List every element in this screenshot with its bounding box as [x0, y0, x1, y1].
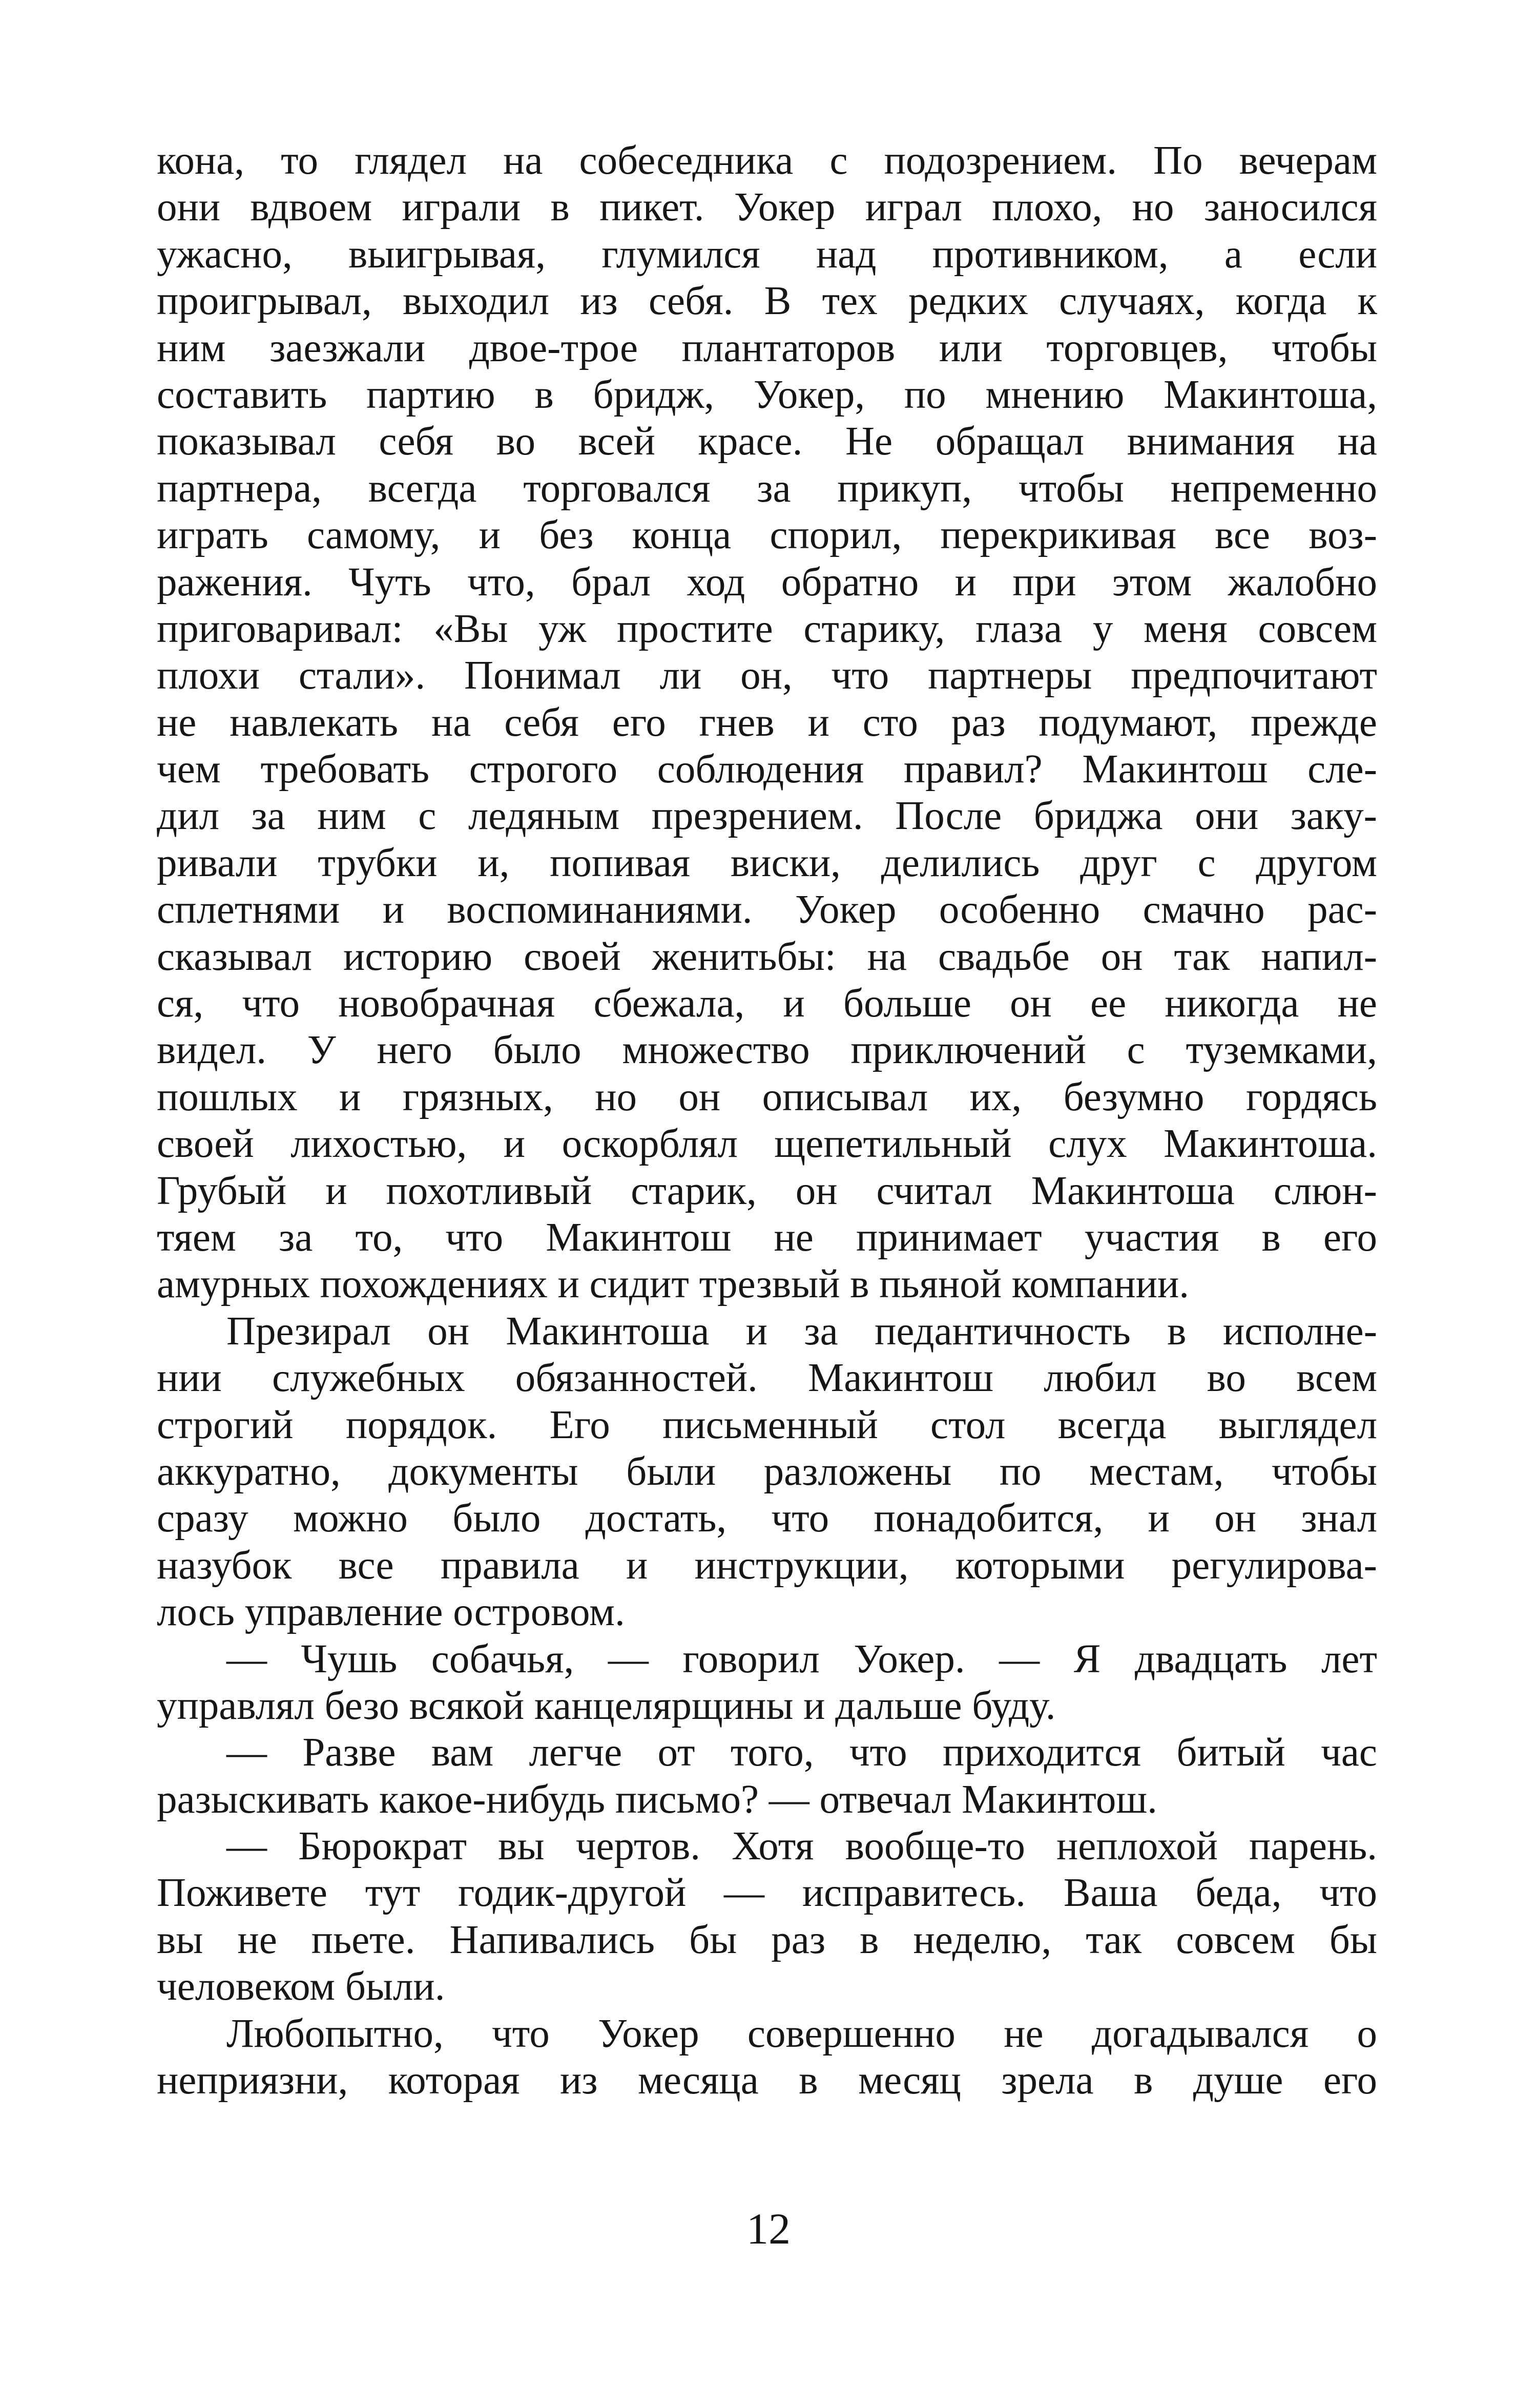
text-line: они вдвоем играли в пикет. Уокер играл плохо, но заносился — [157, 185, 1377, 230]
text-line: составить партию в бридж, Уокер, по мнению Макинтоша, — [157, 372, 1377, 417]
text-line: разыскивать какое-нибудь письмо? — отвечал Макинтош. — [157, 1777, 1157, 1822]
text-line: Презирал он Макинтоша и за педантичность в исполне- — [226, 1309, 1377, 1354]
text-line: — Чушь собачья, — говорил Уокер. — Я двадцать лет — [226, 1636, 1377, 1682]
text-line: чем требовать строгого соблюдения правил? Макинтош сле- — [157, 747, 1377, 792]
text-line: кона, то глядел на собеседника с подозрением. По вечерам — [157, 138, 1377, 183]
paragraph — [157, 1823, 1377, 2010]
text-line: ним заезжали двое-трое плантаторов или торговцев, чтобы — [157, 325, 1377, 370]
text-line: видел. У него было множество приключений с туземками, — [157, 1028, 1377, 1073]
text-line: вы не пьете. Напивались бы раз в неделю, так совсем бы — [157, 1917, 1377, 1962]
text-line: управлял безо всякой канцелярщины и дальше буду. — [157, 1683, 1056, 1728]
text-line: дил за ним с ледяным презрением. После бриджа они заку- — [157, 794, 1377, 839]
text-line: неприязни, которая из месяца в месяц зрела в душе его — [157, 2058, 1377, 2103]
text-line: ражения. Чуть что, брал ход обратно и при этом жалобно — [157, 559, 1377, 605]
text-line: сразу можно было достать, что понадобится, и он знал — [157, 1496, 1377, 1541]
page-number: 12 — [746, 2204, 791, 2253]
paragraph — [157, 1308, 1377, 1636]
text-line: — Разве вам легче от того, что приходится битый час — [226, 1730, 1377, 1775]
paragraph — [157, 1636, 1377, 1730]
text-line: ривали трубки и, попивая виски, делились друг с другом — [157, 840, 1377, 885]
text-line: проигрывал, выходил из себя. В тех редких случаях, когда к — [157, 279, 1377, 324]
text-line: аккуратно, документы были разложены по местам, чтобы — [157, 1449, 1377, 1494]
paragraph — [157, 2010, 1377, 2104]
text-line: не навлекать на себя его гнев и сто раз подумают, прежде — [157, 700, 1377, 745]
text-line: играть самому, и без конца спорил, перекрикивая все воз- — [157, 513, 1377, 558]
text-line: назубок все правила и инструкции, которыми регулирова- — [157, 1543, 1377, 1588]
text-line: нии служебных обязанностей. Макинтош любил во всем — [157, 1356, 1377, 1401]
text-line: ужасно, выигрывая, глумился над противником, а если — [157, 232, 1377, 277]
text-line: приговаривал: «Вы уж простите старику, глаза у меня совсем — [157, 606, 1377, 651]
text-line: — Бюрократ вы чертов. Хотя вообще-то неплохой парень. — [226, 1824, 1377, 1869]
text-line: своей лихостью, и оскорблял щепетильный слух Макинтоша. — [157, 1122, 1377, 1167]
text-line: партнера, всегда торговался за прикуп, чтобы непременно — [157, 466, 1377, 511]
text-line: Любопытно, что Уокер совершенно не догадывался о — [226, 2011, 1377, 2056]
text-line: сказывал историю своей женитьбы: на свадьбе он так напил- — [157, 934, 1377, 979]
text-line: плохи стали». Понимал ли он, что партнеры предпочитают — [157, 653, 1377, 698]
text-line: Поживете тут годик-другой — исправитесь. Ваша беда, что — [157, 1871, 1377, 1916]
text-line: пошлых и грязных, но он описывал их, безумно гордясь — [157, 1074, 1377, 1119]
text-line: сплетнями и воспоминаниями. Уокер особенно смачно рас- — [157, 887, 1377, 932]
text-line: строгий порядок. Его письменный стол всегда выглядел — [157, 1402, 1377, 1447]
text-line: тяем за то, что Макинтош не принимает участия в его — [157, 1215, 1377, 1260]
text-line: показывал себя во всей красе. Не обращал внимания на — [157, 419, 1377, 464]
text-line: лось управление островом. — [157, 1590, 625, 1635]
paragraph — [157, 137, 1377, 1308]
text-line: ся, что новобрачная сбежала, и больше он ее никогда не — [157, 981, 1377, 1026]
text-line: амурных похождениях и сидит трезвый в пьяной компании. — [157, 1262, 1190, 1307]
text-line: Грубый и похотливый старик, он считал Макинтоша слюн- — [157, 1168, 1377, 1213]
paragraph — [157, 1729, 1377, 1823]
text-line: человеком были. — [157, 1964, 445, 2009]
body-text — [157, 137, 1377, 2104]
